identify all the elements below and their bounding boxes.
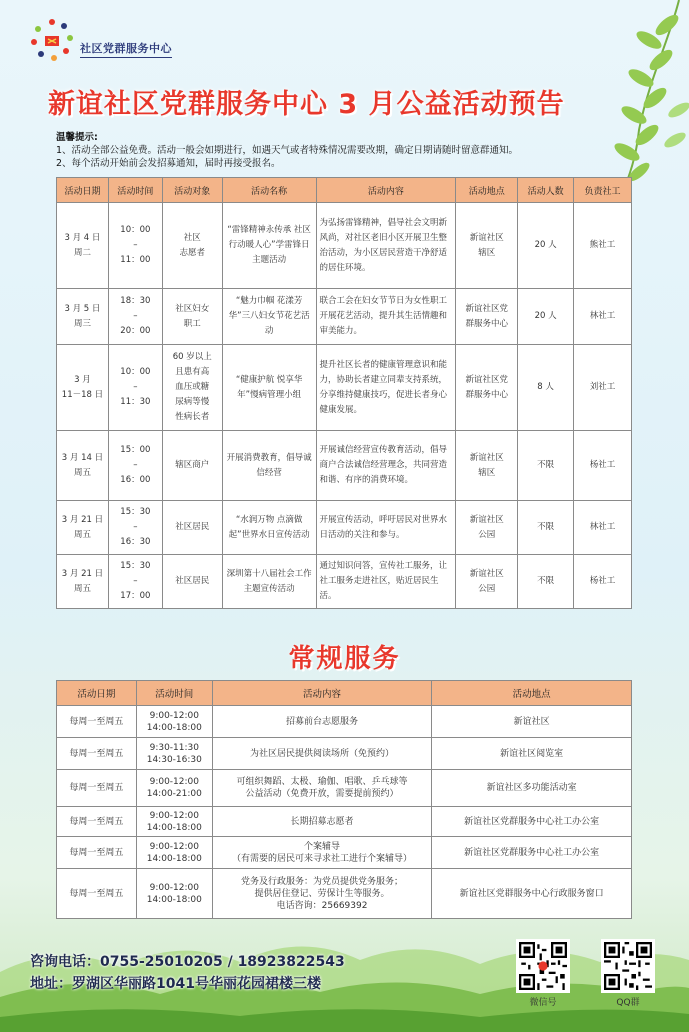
activity-content-cell: 为弘扬雷锋精神，倡导社会文明新风尚，对社区老旧小区开展卫生整治活动，为小区居民营造干净舒适的居住环境。 xyxy=(316,203,456,289)
activity-name-cell: “健康护航 悦享华年”慢病管理小组 xyxy=(222,345,316,431)
activity-staff-cell: 杨社工 xyxy=(574,431,632,501)
activity-time-cell: 10：00 – 11：30 xyxy=(108,345,162,431)
activity-date-cell: 3 月 4 日 周二 xyxy=(57,203,109,289)
activity-content-cell: 开展诚信经营宣传教育活动，倡导商户合法诚信经营理念，共同营造和谐、有序的消费环境。 xyxy=(316,431,456,501)
activities-header-cell: 活动对象 xyxy=(162,178,222,203)
regular-header-cell: 活动地点 xyxy=(432,681,632,706)
qq-label: QQ群 xyxy=(616,998,640,1008)
contact-info xyxy=(30,951,345,995)
regular-row xyxy=(57,837,632,869)
activities-table xyxy=(56,177,632,609)
activities-header-cell: 活动人数 xyxy=(518,178,574,203)
activity-place-cell: 新谊社区党 群服务中心 xyxy=(456,289,518,345)
activity-name-cell: “水润万物 点滴做起”世界水日宣传活动 xyxy=(222,501,316,555)
activity-row xyxy=(57,289,632,345)
activity-count-cell: 不限 xyxy=(518,431,574,501)
regular-header-row xyxy=(57,681,632,706)
regular-time-cell: 9:00-12:00 14:00-18:00 xyxy=(136,706,212,738)
activity-row xyxy=(57,203,632,289)
activities-header-cell: 活动日期 xyxy=(57,178,109,203)
regular-time-cell: 9:00-12:00 14:00-18:00 xyxy=(136,807,212,837)
regular-time-cell: 9:30-11:30 14:30-16:30 xyxy=(136,738,212,770)
regular-place-cell: 新谊社区党群服务中心社工办公室 xyxy=(432,837,632,869)
activity-target-cell: 社区 志愿者 xyxy=(162,203,222,289)
activity-staff-cell: 林社工 xyxy=(574,501,632,555)
regular-time-cell: 9:00-12:00 14:00-18:00 xyxy=(136,837,212,869)
contact-phone: 咨询电话：0755-25010205 / 18923822543 xyxy=(30,954,345,970)
activity-target-cell: 社区居民 xyxy=(162,501,222,555)
activities-header-cell: 负责社工 xyxy=(574,178,632,203)
regular-row xyxy=(57,770,632,807)
regular-content-cell: 长期招募志愿者 xyxy=(212,807,432,837)
regular-content-cell: 可组织舞蹈、太极、瑜伽、唱歌、乒乓球等 公益活动（免费开放，需要提前预约） xyxy=(212,770,432,807)
activity-target-cell: 社区居民 xyxy=(162,555,222,609)
activities-header-cell: 活动地点 xyxy=(456,178,518,203)
activity-row xyxy=(57,501,632,555)
regular-place-cell: 新谊社区党群服务中心行政服务窗口 xyxy=(432,869,632,919)
qq-qr-code xyxy=(601,939,655,993)
regular-header-cell: 活动时间 xyxy=(136,681,212,706)
activity-staff-cell: 杨社工 xyxy=(574,555,632,609)
activities-header-cell: 活动时间 xyxy=(108,178,162,203)
regular-content-cell: 招募前台志愿服务 xyxy=(212,706,432,738)
divider xyxy=(80,57,172,58)
regular-time-cell: 9:00-12:00 14:00-18:00 xyxy=(136,869,212,919)
activity-target-cell: 社区妇女 职工 xyxy=(162,289,222,345)
activity-count-cell: 8 人 xyxy=(518,345,574,431)
regular-date-cell: 每周一至周五 xyxy=(57,837,137,869)
activity-name-cell: 开展消费教育，倡导诚信经营 xyxy=(222,431,316,501)
regular-date-cell: 每周一至周五 xyxy=(57,807,137,837)
regular-content-cell: 党务及行政服务：为党员提供党务服务； 提供居住登记、劳保计生等服务。 电话咨询：25669392 xyxy=(212,869,432,919)
regular-place-cell: 新谊社区多功能活动室 xyxy=(432,770,632,807)
regular-content-cell: 个案辅导 （有需要的居民可来寻求社工进行个案辅导） xyxy=(212,837,432,869)
page-title: 新谊社区党群服务中心 3 月公益活动预告 xyxy=(48,89,565,120)
qr-code-icon xyxy=(604,942,652,990)
regular-time-cell: 9:00-12:00 14:00-21:00 xyxy=(136,770,212,807)
regular-place-cell: 新谊社区 xyxy=(432,706,632,738)
activity-place-cell: 新谊社区 辖区 xyxy=(456,203,518,289)
notice-heading: 温馨提示: xyxy=(56,132,98,143)
activity-target-cell: 60 岁以上 且患有高 血压或糖 尿病等慢 性病长者 xyxy=(162,345,222,431)
activity-count-cell: 20 人 xyxy=(518,203,574,289)
activity-count-cell: 不限 xyxy=(518,501,574,555)
regular-header-cell: 活动日期 xyxy=(57,681,137,706)
org-name: 社区党群服务中心 xyxy=(80,42,172,55)
activity-place-cell: 新谊社区 公园 xyxy=(456,555,518,609)
regular-services-table xyxy=(56,680,632,919)
activity-date-cell: 3 月 21 日 周五 xyxy=(57,555,109,609)
activity-row xyxy=(57,431,632,501)
activity-content-cell: 提升社区长者的健康管理意识和能力，协助长者建立同辈支持系统，分享维持健康技巧，促进长者身心健康发展。 xyxy=(316,345,456,431)
activity-count-cell: 不限 xyxy=(518,555,574,609)
activity-time-cell: 10：00 – 11：00 xyxy=(108,203,162,289)
regular-date-cell: 每周一至周五 xyxy=(57,738,137,770)
notice-block xyxy=(56,131,518,170)
activity-date-cell: 3 月 11－18 日 xyxy=(57,345,109,431)
activity-staff-cell: 刘社工 xyxy=(574,345,632,431)
regular-date-cell: 每周一至周五 xyxy=(57,869,137,919)
activities-header-row xyxy=(57,178,632,203)
regular-services-title: 常规服务 xyxy=(288,644,401,674)
activities-header-cell: 活动名称 xyxy=(222,178,316,203)
org-logo xyxy=(28,16,178,76)
activity-date-cell: 3 月 14 日 周五 xyxy=(57,431,109,501)
regular-place-cell: 新谊社区党群服务中心社工办公室 xyxy=(432,807,632,837)
regular-row xyxy=(57,706,632,738)
community-logo-icon xyxy=(28,16,76,64)
activity-place-cell: 新谊社区 公园 xyxy=(456,501,518,555)
activity-name-cell: “魅力巾帼 花漾芳华”三八妇女节花艺活动 xyxy=(222,289,316,345)
qr-code-icon xyxy=(519,942,567,990)
activity-date-cell: 3 月 21 日 周五 xyxy=(57,501,109,555)
regular-date-cell: 每周一至周五 xyxy=(57,770,137,807)
regular-row xyxy=(57,738,632,770)
activity-row xyxy=(57,555,632,609)
activity-content-cell: 联合工会在妇女节节日为女性职工开展花艺活动，提升其生活情趣和审美能力。 xyxy=(316,289,456,345)
activity-staff-cell: 林社工 xyxy=(574,289,632,345)
regular-row xyxy=(57,807,632,837)
regular-header-cell: 活动内容 xyxy=(212,681,432,706)
activity-staff-cell: 熊社工 xyxy=(574,203,632,289)
activity-content-cell: 通过知识问答，宣传社工服务，让社工服务走进社区，贴近居民生活。 xyxy=(316,555,456,609)
contact-address: 地址：罗湖区华丽路1041号华丽花园裙楼三楼 xyxy=(30,976,321,992)
activity-content-cell: 开展宣传活动，呼吁居民对世界水日活动的关注和参与。 xyxy=(316,501,456,555)
regular-place-cell: 新谊社区阅览室 xyxy=(432,738,632,770)
activity-place-cell: 新谊社区党 群服务中心 xyxy=(456,345,518,431)
activity-name-cell: “雷锋精神永传承 社区行动暖人心”学雷锋日主题活动 xyxy=(222,203,316,289)
activity-row xyxy=(57,345,632,431)
wechat-qr-code xyxy=(516,939,570,993)
notice-line-2: 2、每个活动开始前会发招募通知，届时再接受报名。 xyxy=(56,158,281,169)
regular-content-cell: 为社区居民提供阅读场所（免预约） xyxy=(212,738,432,770)
activity-date-cell: 3 月 5 日 周三 xyxy=(57,289,109,345)
wechat-label: 微信号 xyxy=(529,998,557,1008)
activity-time-cell: 18：30 – 20：00 xyxy=(108,289,162,345)
activity-place-cell: 新谊社区 辖区 xyxy=(456,431,518,501)
activity-count-cell: 20 人 xyxy=(518,289,574,345)
activity-time-cell: 15：00 – 16：00 xyxy=(108,431,162,501)
activity-time-cell: 15：30 – 17：00 xyxy=(108,555,162,609)
activity-name-cell: 深圳第十八届社会工作主题宣传活动 xyxy=(222,555,316,609)
activity-target-cell: 辖区商户 xyxy=(162,431,222,501)
activities-header-cell: 活动内容 xyxy=(316,178,456,203)
notice-line-1: 1、活动全部公益免费。活动一般会如期进行，如遇天气或者特殊情况需要改期，确定日期请随时留意群通知。 xyxy=(56,145,519,156)
regular-date-cell: 每周一至周五 xyxy=(57,706,137,738)
activity-time-cell: 15：30 – 16：30 xyxy=(108,501,162,555)
